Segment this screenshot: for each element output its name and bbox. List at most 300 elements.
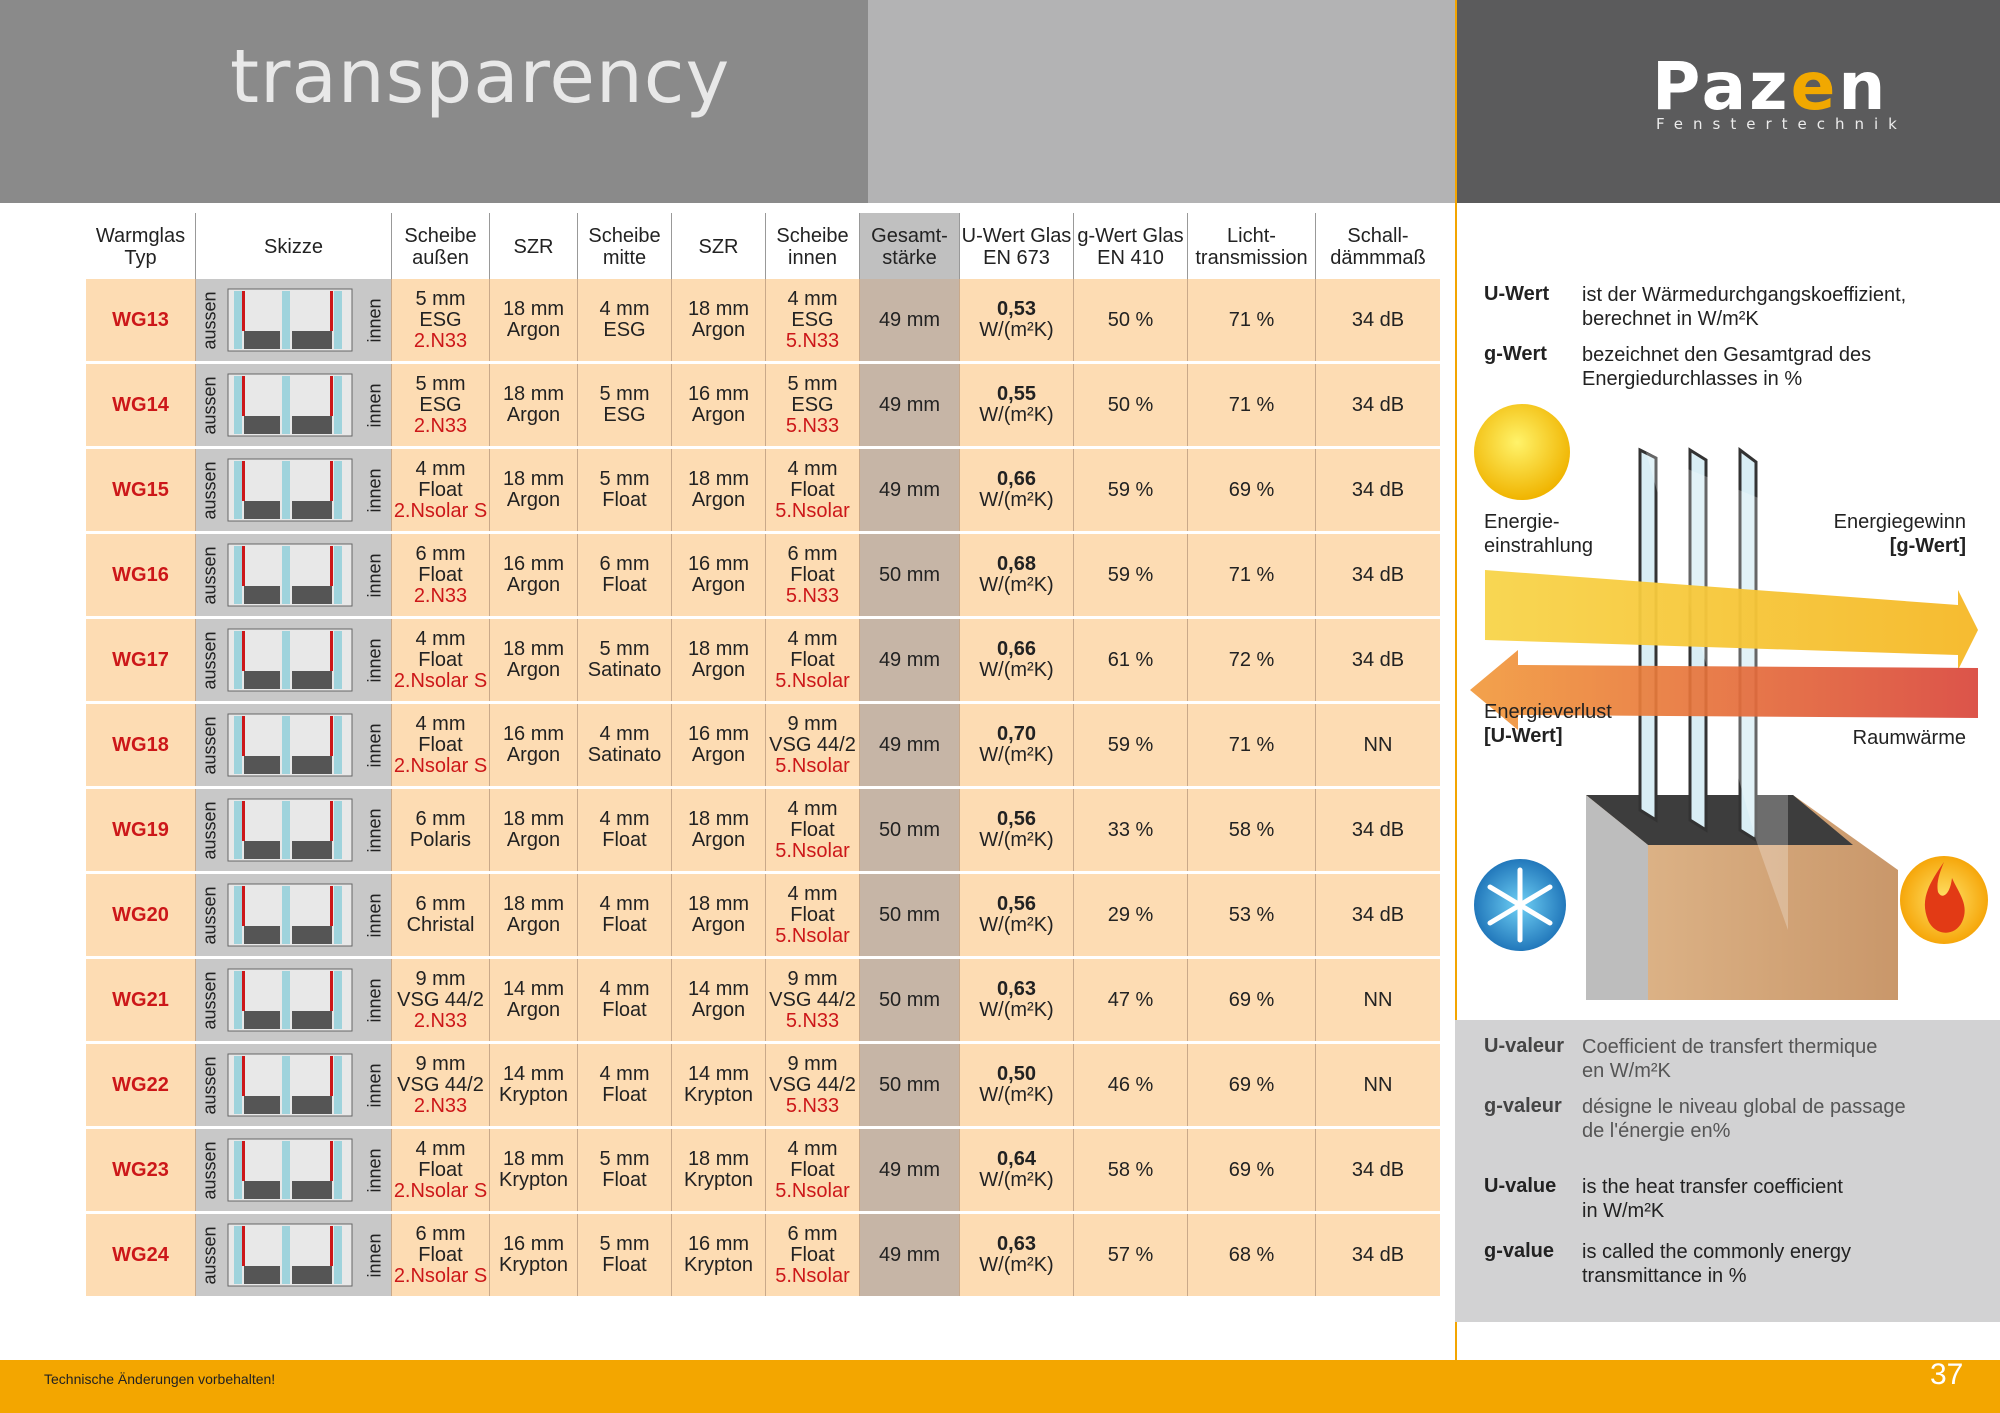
- sketch-outside-text: aussen: [199, 885, 220, 945]
- cell-line: WG23: [112, 1158, 169, 1181]
- total-thickness-cell: [860, 534, 960, 616]
- sound-insulation-cell: [1316, 619, 1440, 701]
- u-value-cell: [960, 704, 1074, 786]
- cell-line: 18 mm: [687, 298, 750, 320]
- cell-line: 0,68: [997, 553, 1036, 575]
- cell-line: VSG 44/2: [397, 1073, 484, 1096]
- table-row: [86, 1214, 1440, 1296]
- light-transmission-cell: [1188, 1214, 1316, 1296]
- energy-gain-line-2: [g-Wert]: [1889, 535, 1966, 557]
- cell-line: 5.N33: [785, 414, 840, 437]
- cell-line: 49 mm: [878, 1158, 941, 1181]
- footer-note: Technische Änderungen vorbehalten!: [44, 1371, 276, 1387]
- column-header-1: [196, 213, 392, 279]
- cell-line: WG13: [112, 308, 169, 331]
- cell-line: 58 %: [1228, 818, 1275, 841]
- cell-line: Float: [602, 489, 647, 511]
- cell-line: NN: [1363, 733, 1393, 756]
- outer-pane-cell: [392, 789, 490, 871]
- cell-line: 34 dB: [1351, 563, 1405, 586]
- cell-line: 49 mm: [878, 648, 941, 671]
- column-header-line: Scheibe: [404, 225, 477, 247]
- total-thickness-cell: [860, 1044, 960, 1126]
- gap-2-cell: [672, 449, 766, 531]
- cell-line: 5 mm: [599, 1148, 650, 1170]
- column-header-6: [766, 213, 860, 279]
- sound-insulation-cell: [1316, 279, 1440, 361]
- gap-2-cell: [672, 1214, 766, 1296]
- cell-line: 4 mm: [599, 298, 650, 320]
- cell-line: 34 dB: [1351, 478, 1405, 501]
- cell-line: 50 mm: [878, 818, 941, 841]
- sketch-inside-text: innen: [364, 892, 385, 938]
- cell-line: 18 mm: [687, 893, 750, 915]
- cell-line: W/(m²K): [979, 914, 1054, 936]
- sketch-outside-label: [200, 619, 220, 701]
- page-number: 37: [1930, 1358, 1964, 1391]
- gap-2-cell: [672, 619, 766, 701]
- light-transmission-cell: [1188, 704, 1316, 786]
- cell-line: 2.Nsolar S: [393, 669, 488, 692]
- table-row: [86, 959, 1440, 1041]
- outer-pane-cell: [392, 959, 490, 1041]
- sketch-inside-text: innen: [364, 637, 385, 683]
- cell-line: 49 mm: [878, 308, 941, 331]
- sketch-inside-text: innen: [364, 1232, 385, 1278]
- gap-2-cell: [672, 534, 766, 616]
- gap-1-cell: [490, 619, 578, 701]
- sketch-inside-text: innen: [364, 807, 385, 853]
- cell-line: ESG: [603, 404, 646, 426]
- cell-line: Float: [790, 1158, 835, 1181]
- cell-line: 4 mm: [415, 457, 466, 480]
- cell-line: 71 %: [1228, 393, 1275, 416]
- column-header-2: [392, 213, 490, 279]
- cell-line: 47 %: [1107, 988, 1154, 1011]
- sketch-inside-label: [365, 1129, 385, 1211]
- cell-line: 4 mm: [787, 287, 838, 310]
- cell-line: WG16: [112, 563, 169, 586]
- sketch-cell: [196, 534, 392, 616]
- cell-line: 0,55: [997, 383, 1036, 405]
- cell-line: Argon: [506, 489, 561, 511]
- fr-g-line-1: désigne le niveau global de passage: [1582, 1096, 1906, 1118]
- cell-line: Float: [790, 478, 835, 501]
- fr-u-line-1: Coefficient de transfert thermique: [1582, 1036, 1878, 1058]
- energy-loss-label: [1484, 700, 1612, 748]
- glass-type-cell: [86, 704, 196, 786]
- cell-line: Satinato: [587, 744, 662, 766]
- cell-line: VSG 44/2: [769, 733, 856, 756]
- cell-line: Float: [790, 818, 835, 841]
- cell-line: Argon: [506, 319, 561, 341]
- cell-line: 34 dB: [1351, 1158, 1405, 1181]
- cell-line: 0,64: [997, 1148, 1036, 1170]
- cell-line: ESG: [419, 393, 462, 416]
- sketch-inside-label: [365, 364, 385, 446]
- cell-line: 50 mm: [878, 988, 941, 1011]
- cell-line: 2.Nsolar S: [393, 499, 488, 522]
- column-header-5: [672, 213, 766, 279]
- cell-line: W/(m²K): [979, 829, 1054, 851]
- cell-line: Polaris: [409, 829, 472, 851]
- sketch-outside-text: aussen: [199, 460, 220, 520]
- column-header-line: Scheibe: [776, 225, 849, 247]
- cell-line: Krypton: [684, 1254, 753, 1276]
- middle-pane-cell: [578, 449, 672, 531]
- gap-2-cell: [672, 279, 766, 361]
- cell-line: 34 dB: [1351, 903, 1405, 926]
- cell-line: 4 mm: [415, 627, 466, 650]
- column-header-line: Warmglas: [95, 225, 186, 247]
- g-value-cell: [1074, 364, 1188, 446]
- cell-line: 2.Nsolar S: [393, 754, 488, 777]
- cell-line: 5.N33: [785, 1094, 840, 1117]
- table-row: [86, 534, 1440, 616]
- sketch-inside-text: innen: [364, 382, 385, 428]
- cell-line: W/(m²K): [979, 1169, 1054, 1191]
- cell-line: 0,66: [997, 468, 1036, 490]
- cell-line: 4 mm: [787, 627, 838, 650]
- glass-type-cell: [86, 1129, 196, 1211]
- cell-line: 0,50: [997, 1063, 1036, 1085]
- cell-line: 50 mm: [878, 1073, 941, 1096]
- sketch-cell: [196, 1214, 392, 1296]
- sketch-outside-label: [200, 534, 220, 616]
- cell-line: 6 mm: [787, 1222, 838, 1245]
- inner-pane-cell: [766, 789, 860, 871]
- energy-in-line-2: einstrahlung: [1484, 535, 1593, 557]
- light-transmission-cell: [1188, 1044, 1316, 1126]
- sketch-outside-label: [200, 1214, 220, 1296]
- cell-line: 4 mm: [787, 457, 838, 480]
- cell-line: 0,70: [997, 723, 1036, 745]
- cell-line: Float: [602, 1169, 647, 1191]
- en-g-line-2: transmittance in %: [1582, 1265, 1747, 1287]
- cell-line: ESG: [791, 308, 834, 331]
- legend-u-line-2: berechnet in W/m²K: [1582, 308, 1759, 330]
- legend-u-line-1: ist der Wärmedurchgangskoeffizient,: [1582, 284, 1907, 306]
- fr-u-line-2: en W/m²K: [1582, 1060, 1671, 1082]
- cell-line: NN: [1363, 1073, 1393, 1096]
- legend-g-text: [1582, 343, 1871, 391]
- g-value-cell: [1074, 1044, 1188, 1126]
- cell-line: Float: [418, 648, 463, 671]
- middle-pane-cell: [578, 704, 672, 786]
- sketch-outside-label: [200, 1044, 220, 1126]
- cell-line: 4 mm: [415, 1137, 466, 1160]
- sketch-inside-text: innen: [364, 722, 385, 768]
- column-header-7: [860, 213, 960, 279]
- cell-line: W/(m²K): [979, 404, 1054, 426]
- cell-line: Float: [602, 829, 647, 851]
- cell-line: 34 dB: [1351, 393, 1405, 416]
- cell-line: 50 mm: [878, 563, 941, 586]
- cell-line: 4 mm: [599, 808, 650, 830]
- cell-line: 18 mm: [502, 808, 565, 830]
- legend-g-line-2: Energiedurchlasses in %: [1582, 368, 1803, 390]
- inner-pane-cell: [766, 534, 860, 616]
- cell-line: 6 mm: [599, 553, 650, 575]
- cell-line: 9 mm: [787, 712, 838, 735]
- cell-line: 5.Nsolar: [775, 754, 850, 777]
- sketch-inside-text: innen: [364, 1062, 385, 1108]
- total-thickness-cell: [860, 1214, 960, 1296]
- sun-icon: [1474, 404, 1570, 500]
- column-header-line: U-Wert Glas: [961, 225, 1072, 247]
- sketch-outside-text: aussen: [199, 800, 220, 860]
- u-value-cell: [960, 789, 1074, 871]
- inner-pane-cell: [766, 1129, 860, 1211]
- gap-2-cell: [672, 364, 766, 446]
- sound-insulation-cell: [1316, 1214, 1440, 1296]
- sketch-cell: [196, 619, 392, 701]
- inner-pane-cell: [766, 449, 860, 531]
- g-value-cell: [1074, 619, 1188, 701]
- table-row: [86, 704, 1440, 786]
- legend-g-line-1: bezeichnet den Gesamtgrad des: [1582, 344, 1872, 366]
- glass-type-cell: [86, 279, 196, 361]
- sketch-outside-label: [200, 704, 220, 786]
- cell-line: 18 mm: [687, 468, 750, 490]
- cell-line: Argon: [691, 744, 746, 766]
- cell-line: 0,63: [997, 1233, 1036, 1255]
- light-transmission-cell: [1188, 789, 1316, 871]
- cell-line: 5.Nsolar: [775, 1179, 850, 1202]
- cell-line: 16 mm: [687, 1233, 750, 1255]
- table-row: [86, 1044, 1440, 1126]
- sketch-inside-text: innen: [364, 1147, 385, 1193]
- energy-in-line-1: Energie-: [1484, 511, 1560, 533]
- cell-line: 58 %: [1107, 1158, 1154, 1181]
- cell-line: VSG 44/2: [769, 1073, 856, 1096]
- cell-line: 2.Nsolar S: [393, 1179, 488, 1202]
- sketch-inside-label: [365, 279, 385, 361]
- cell-line: VSG 44/2: [769, 988, 856, 1011]
- u-value-cell: [960, 1129, 1074, 1211]
- middle-pane-cell: [578, 534, 672, 616]
- cell-line: 2.N33: [413, 584, 468, 607]
- light-transmission-cell: [1188, 959, 1316, 1041]
- glazing-sketch: [226, 1222, 354, 1288]
- sketch-inside-label: [365, 1214, 385, 1296]
- column-header-line: Gesamt-: [871, 225, 948, 247]
- cell-line: 16 mm: [687, 383, 750, 405]
- sound-insulation-cell: [1316, 1129, 1440, 1211]
- g-value-cell: [1074, 959, 1188, 1041]
- column-header-line: EN 410: [1097, 247, 1164, 269]
- middle-pane-cell: [578, 619, 672, 701]
- u-value-cell: [960, 619, 1074, 701]
- sketch-outside-text: aussen: [199, 1055, 220, 1115]
- column-header-line: dämmmaß: [1330, 247, 1426, 269]
- sketch-inside-text: innen: [364, 977, 385, 1023]
- sketch-outside-label: [200, 874, 220, 956]
- sketch-cell: [196, 364, 392, 446]
- cell-line: 16 mm: [687, 723, 750, 745]
- fr-u-label: U-valeur: [1484, 1035, 1565, 1057]
- cell-line: 5.N33: [785, 1009, 840, 1032]
- gap-1-cell: [490, 534, 578, 616]
- cell-line: NN: [1363, 988, 1393, 1011]
- column-header-0: [86, 213, 196, 279]
- u-value-cell: [960, 1044, 1074, 1126]
- glazing-sketch: [226, 797, 354, 863]
- sound-insulation-cell: [1316, 789, 1440, 871]
- cell-line: 18 mm: [502, 298, 565, 320]
- sketch-inside-label: [365, 959, 385, 1041]
- cell-line: 4 mm: [787, 882, 838, 905]
- inner-pane-cell: [766, 704, 860, 786]
- middle-pane-cell: [578, 1044, 672, 1126]
- column-header-3: [490, 213, 578, 279]
- en-u-label: U-value: [1484, 1175, 1557, 1197]
- middle-pane-cell: [578, 789, 672, 871]
- glass-type-cell: [86, 534, 196, 616]
- sketch-outside-label: [200, 1129, 220, 1211]
- column-header-line: außen: [412, 247, 469, 269]
- gap-2-cell: [672, 959, 766, 1041]
- glazing-sketch: [226, 882, 354, 948]
- column-header-10: [1188, 213, 1316, 279]
- gap-2-cell: [672, 704, 766, 786]
- cell-line: Argon: [506, 744, 561, 766]
- light-transmission-cell: [1188, 279, 1316, 361]
- cell-line: Float: [602, 1084, 647, 1106]
- energy-in-label: [1484, 510, 1593, 558]
- sketch-outside-text: aussen: [199, 1225, 220, 1285]
- cell-line: 6 mm: [415, 542, 466, 565]
- cell-line: WG14: [112, 393, 169, 416]
- column-header-line: innen: [788, 247, 837, 269]
- sketch-outside-text: aussen: [199, 630, 220, 690]
- cell-line: 16 mm: [687, 553, 750, 575]
- outer-pane-cell: [392, 704, 490, 786]
- g-value-cell: [1074, 789, 1188, 871]
- cell-line: 50 mm: [878, 903, 941, 926]
- g-value-cell: [1074, 874, 1188, 956]
- energy-loss-line-2: [U-Wert]: [1484, 725, 1563, 747]
- cell-line: W/(m²K): [979, 1084, 1054, 1106]
- total-thickness-cell: [860, 449, 960, 531]
- cell-line: 9 mm: [787, 967, 838, 990]
- cell-line: Krypton: [684, 1084, 753, 1106]
- cell-line: 0,56: [997, 893, 1036, 915]
- cell-line: Argon: [506, 574, 561, 596]
- cell-line: 16 mm: [502, 1233, 565, 1255]
- gap-1-cell: [490, 1044, 578, 1126]
- cell-line: WG19: [112, 818, 169, 841]
- glazing-sketch: [226, 712, 354, 778]
- cell-line: 34 dB: [1351, 308, 1405, 331]
- u-value-cell: [960, 874, 1074, 956]
- sketch-inside-text: innen: [364, 297, 385, 343]
- cell-line: 2.N33: [413, 414, 468, 437]
- cell-line: Argon: [691, 829, 746, 851]
- cell-line: 18 mm: [687, 638, 750, 660]
- cell-line: 18 mm: [502, 893, 565, 915]
- sketch-outside-label: [200, 449, 220, 531]
- cell-line: 6 mm: [415, 808, 466, 830]
- sound-insulation-cell: [1316, 449, 1440, 531]
- middle-pane-cell: [578, 364, 672, 446]
- column-header-line: SZR: [698, 236, 739, 258]
- light-transmission-cell: [1188, 619, 1316, 701]
- cell-line: 33 %: [1107, 818, 1154, 841]
- sound-insulation-cell: [1316, 364, 1440, 446]
- cell-line: 5 mm: [599, 1233, 650, 1255]
- cell-line: Float: [790, 648, 835, 671]
- light-transmission-cell: [1188, 874, 1316, 956]
- column-header-9: [1074, 213, 1188, 279]
- cell-line: W/(m²K): [979, 489, 1054, 511]
- total-thickness-cell: [860, 619, 960, 701]
- brand-logo: [1652, 48, 1888, 125]
- cell-line: 29 %: [1107, 903, 1154, 926]
- gap-1-cell: [490, 959, 578, 1041]
- cell-line: 6 mm: [787, 542, 838, 565]
- cell-line: 5 mm: [787, 372, 838, 395]
- en-g-label: g-value: [1484, 1240, 1555, 1262]
- cell-line: 4 mm: [599, 1063, 650, 1085]
- table-row: [86, 364, 1440, 446]
- table-row: [86, 619, 1440, 701]
- u-value-cell: [960, 534, 1074, 616]
- gap-1-cell: [490, 1129, 578, 1211]
- cell-line: 0,66: [997, 638, 1036, 660]
- cell-line: 0,56: [997, 808, 1036, 830]
- cell-line: 18 mm: [687, 808, 750, 830]
- cell-line: W/(m²K): [979, 574, 1054, 596]
- glass-type-cell: [86, 619, 196, 701]
- cell-line: WG17: [112, 648, 169, 671]
- en-g-line-1: is called the commonly energy: [1582, 1241, 1852, 1263]
- outer-pane-cell: [392, 619, 490, 701]
- cell-line: Argon: [691, 999, 746, 1021]
- gap-1-cell: [490, 789, 578, 871]
- cell-line: 72 %: [1228, 648, 1275, 671]
- cell-line: 2.N33: [413, 1009, 468, 1032]
- column-header-line: Typ: [124, 247, 157, 269]
- gap-1-cell: [490, 449, 578, 531]
- cell-line: 5.N33: [785, 329, 840, 352]
- sketch-outside-text: aussen: [199, 970, 220, 1030]
- cell-line: 59 %: [1107, 478, 1154, 501]
- glazing-sketch: [226, 372, 354, 438]
- legend-u-text: [1582, 283, 1906, 331]
- outer-pane-cell: [392, 874, 490, 956]
- sound-insulation-cell: [1316, 1044, 1440, 1126]
- total-thickness-cell: [860, 279, 960, 361]
- table-row: [86, 279, 1440, 361]
- column-header-line: Skizze: [264, 236, 323, 258]
- sketch-outside-text: aussen: [199, 545, 220, 605]
- total-thickness-cell: [860, 874, 960, 956]
- gap-2-cell: [672, 789, 766, 871]
- cell-line: 18 mm: [502, 638, 565, 660]
- cell-line: 5.Nsolar: [775, 1264, 850, 1287]
- u-value-cell: [960, 959, 1074, 1041]
- glass-type-cell: [86, 1214, 196, 1296]
- sketch-inside-label: [365, 704, 385, 786]
- cell-line: 9 mm: [415, 1052, 466, 1075]
- cell-line: WG20: [112, 903, 169, 926]
- table-row: [86, 789, 1440, 871]
- cell-line: 5 mm: [599, 383, 650, 405]
- column-header-line: Licht-: [1227, 225, 1276, 247]
- glass-type-cell: [86, 364, 196, 446]
- cell-line: 34 dB: [1351, 1243, 1405, 1266]
